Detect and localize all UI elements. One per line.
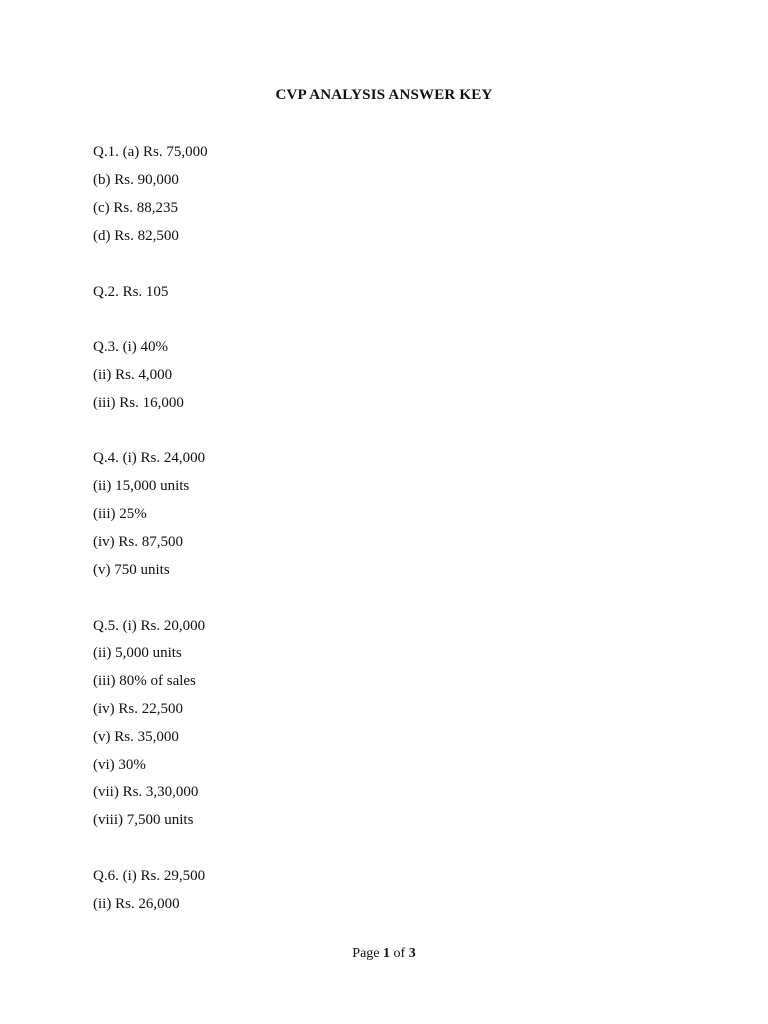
page-footer	[0, 946, 768, 962]
answer-line: (iii) 25%	[93, 506, 147, 522]
answer-line: (ii) 15,000 units	[93, 478, 190, 494]
answer-line: (iv) Rs. 87,500	[93, 534, 183, 550]
answer-line: (ii) Rs. 26,000	[93, 896, 180, 912]
answer-line: (v) 750 units	[93, 562, 170, 578]
answer-line: Q.1. (a) Rs. 75,000	[93, 144, 208, 160]
answer-line: Q.6. (i) Rs. 29,500	[93, 868, 206, 884]
footer-separator: of	[393, 946, 406, 961]
answer-line: (ii) 5,000 units	[93, 645, 182, 661]
answer-line: (iv) Rs. 22,500	[93, 701, 183, 717]
current-page-number: 1	[383, 946, 391, 961]
total-page-count: 3	[408, 946, 416, 961]
answer-line: Q.2. Rs. 105	[93, 284, 169, 300]
answer-line: (d) Rs. 82,500	[93, 228, 179, 244]
answer-line: (viii) 7,500 units	[93, 812, 194, 828]
answer-line: (v) Rs. 35,000	[93, 729, 179, 745]
answer-line: (iii) 80% of sales	[93, 673, 196, 689]
answer-line: (iii) Rs. 16,000	[93, 395, 184, 411]
answer-line: (vii) Rs. 3,30,000	[93, 784, 199, 800]
footer-prefix: Page	[352, 946, 380, 961]
answer-line: Q.5. (i) Rs. 20,000	[93, 618, 206, 634]
answer-line: (vi) 30%	[93, 757, 146, 773]
answer-line: (c) Rs. 88,235	[93, 200, 178, 216]
page-title: CVP ANALYSIS ANSWER KEY	[275, 87, 493, 103]
answer-line: (ii) Rs. 4,000	[93, 367, 173, 383]
answer-line: Q.3. (i) 40%	[93, 339, 168, 355]
answer-line: (b) Rs. 90,000	[93, 172, 179, 188]
answer-line: Q.4. (i) Rs. 24,000	[93, 450, 206, 466]
